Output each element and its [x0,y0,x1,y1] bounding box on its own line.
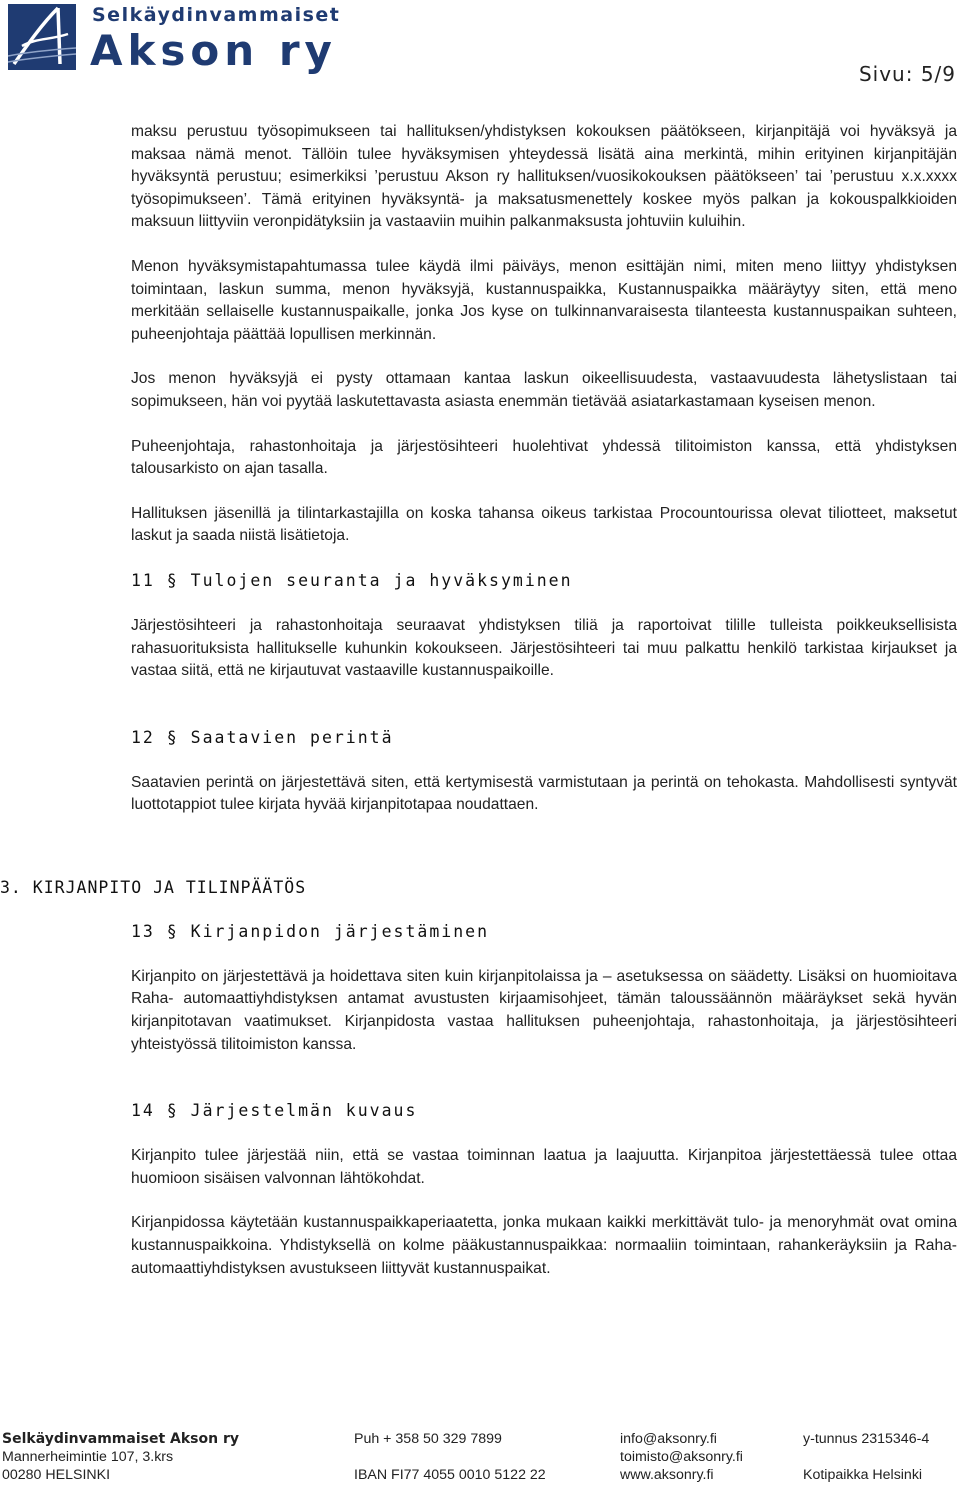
paragraph: Jos menon hyväksyjä ei pysty ottamaan kantaa laskun oikeellisuudesta, vastaavuudesta lähetyslistaan tai sopimukseen, hän voi pyytää laskutettavasta asiasta enemmän tietävää asiatarkastamaan kyseisen menon. [131,370,957,410]
footer-address [2,1430,239,1484]
page-footer [0,1430,960,1486]
org-name-large: Akson ry [90,26,337,75]
footer-blank [354,1448,546,1466]
section-12-text: Saatavien perintä on järjestettävä siten, että kertymisestä varmistutaan ja perintä on tehokasta. Mahdollisesti syntyvät luottotappiot tulee kirjata hyvää kirjanpitotapaa noudattaen. [131,773,957,814]
paragraph: Puheenjohtaja, rahastonhoitaja ja järjestösihteeri huolehtivat yhdessä tilitoimiston kanssa, että yhdistyksen talousarkisto on ajan tasalla. [131,437,957,478]
chapter-heading: 3. KIRJANPITO JA TILINPÄÄTÖS [0,877,307,897]
footer-business-id: y-tunnus 2315346-4 [803,1431,930,1447]
section-heading-13: 13 § Kirjanpidon järjestäminen [131,921,490,941]
page-number: Sivu: 5/9 [858,62,956,86]
section-heading-11: 11 § Tulojen seuranta ja hyväksyminen [131,570,573,590]
section-14-text-2: Kirjanpidossa käytetään kustannuspaikkaperiaatetta, jonka mukaan kaikki merkittävät tulo- ja menoryhmät ovat omina kustannuspaikkoina. Yhdistyksellä on kolme pääkustannuspaikkaa: normaaliin toimintaan, rahankeräyksiin ja Raha-automaattiyhdistyksen avustukseen liittyvät kustannuspaikat. [131,1214,957,1277]
section-13-text: Kirjanpito on järjestettävä ja hoidettava siten kuin kirjanpitolaissa ja – asetuksessa on säädetty. Lisäksi on huomioitava Raha- automaattiyhdistyksen antamat avustusten kirjaamisohjeet, tämän taloussäännön määräykset sekä hyvän kirjanpitotavan vaatimukset. Kirjanpidosta vastaa hallituksen puheenjohtaja, rahastonhoitaja, ja järjestösihteeri yhteistyössä tilitoimiston kanssa. [131,967,957,1053]
paragraph: Menon hyväksymistapahtumassa tulee käydä ilmi päiväys, menon esittäjän nimi, miten meno liittyy yhdistyksen toimintaan, laskun summa, menon hyväksyjä, kustannuspaikka, Kustannuspaikka määräytyy siten, että meno merkitään sellaiselle kustannuspaikalle, jonka Jos kyse on tulkinnanvaraisesta tilanteesta kustannuspaikan suhteen, puheenjohtaja päättää lopullisen merkinnän. [131,257,957,343]
paragraph: maksu perustuu työsopimukseen tai hallituksen/yhdistyksen kokouksen päätökseen, kirjanpitäjä voi hyväksyä ja maksaa nämä menot. Tällöin tulee hyväksymisen yhteydessä lisätä aina merkintä, mihin erityinen kirjanpitäjän hyväksyntä perustuu; esimerkiksi ’perustuu Akson ry hallituksen/vuosikokouksen päätökseen’ tai ’perustuu x.x.xxxx työsopimukseen’. Tämä erityinen hyväksyntä- ja maksatusmenettely koskee myös palkan ja kokouspalkkioiden maksuun liittyviin veronpidätyksiin ja vastaaviin muihin palkanmaksusta johtuviin kuluihin. [131,123,957,231]
footer-blank [803,1448,929,1466]
footer-website[interactable]: www.aksonry.fi [620,1467,714,1483]
footer-phone: Puh + 358 50 329 7899 [354,1431,502,1447]
section-14-text-1: Kirjanpito tulee järjestää niin, että se vastaa toiminnan laatua ja laajuutta. Kirjanpitoa järjestettäessä tulee ottaa huomioon sisäisen valvonnan lähtökohdat. [131,1147,957,1187]
footer-email-info[interactable]: info@aksonry.fi [620,1431,717,1447]
footer-org-name: Selkäydinvammaiset Akson ry [2,1431,239,1447]
footer-city: 00280 HELSINKI [2,1467,111,1483]
section-11-text: Järjestösihteeri ja rahastonhoitaja seuraavat yhdistyksen tiliä ja raportoivat tilille tulleista poikkeuksellisista rahasuorituksista hallitukselle kuhunkin kokoukseen. Järjestösihteeri tai muu palkattu henkilö tarkistaa kirjaukset ja vastaa siitä, että ne kirjautuvat vastaaville kustannuspaikoille. [131,616,957,680]
section-heading-14: 14 § Järjestelmän kuvaus [131,1101,418,1121]
page-header [0,0,960,90]
footer-street: Mannerheimintie 107, 3.krs [2,1449,174,1465]
footer-registration [803,1430,929,1484]
footer-email-office[interactable]: toimisto@aksonry.fi [620,1449,743,1465]
paragraph: Hallituksen jäsenillä ja tilintarkastajilla on koska tahansa oikeus tarkistaa Procountourissa olevat tiliotteet, maksetut laskut ja saada niistä lisätietoja. [131,504,957,545]
section-heading-12: 12 § Saatavien perintä [131,727,394,747]
document-body [0,121,957,1302]
org-name-small: Selkäydinvammaiset [92,4,341,26]
akson-logo-icon [8,4,76,70]
footer-bank [354,1430,546,1484]
footer-iban: IBAN FI77 4055 0010 5122 22 [354,1467,546,1483]
footer-domicile: Kotipaikka Helsinki [803,1467,923,1483]
footer-contact [620,1430,743,1484]
